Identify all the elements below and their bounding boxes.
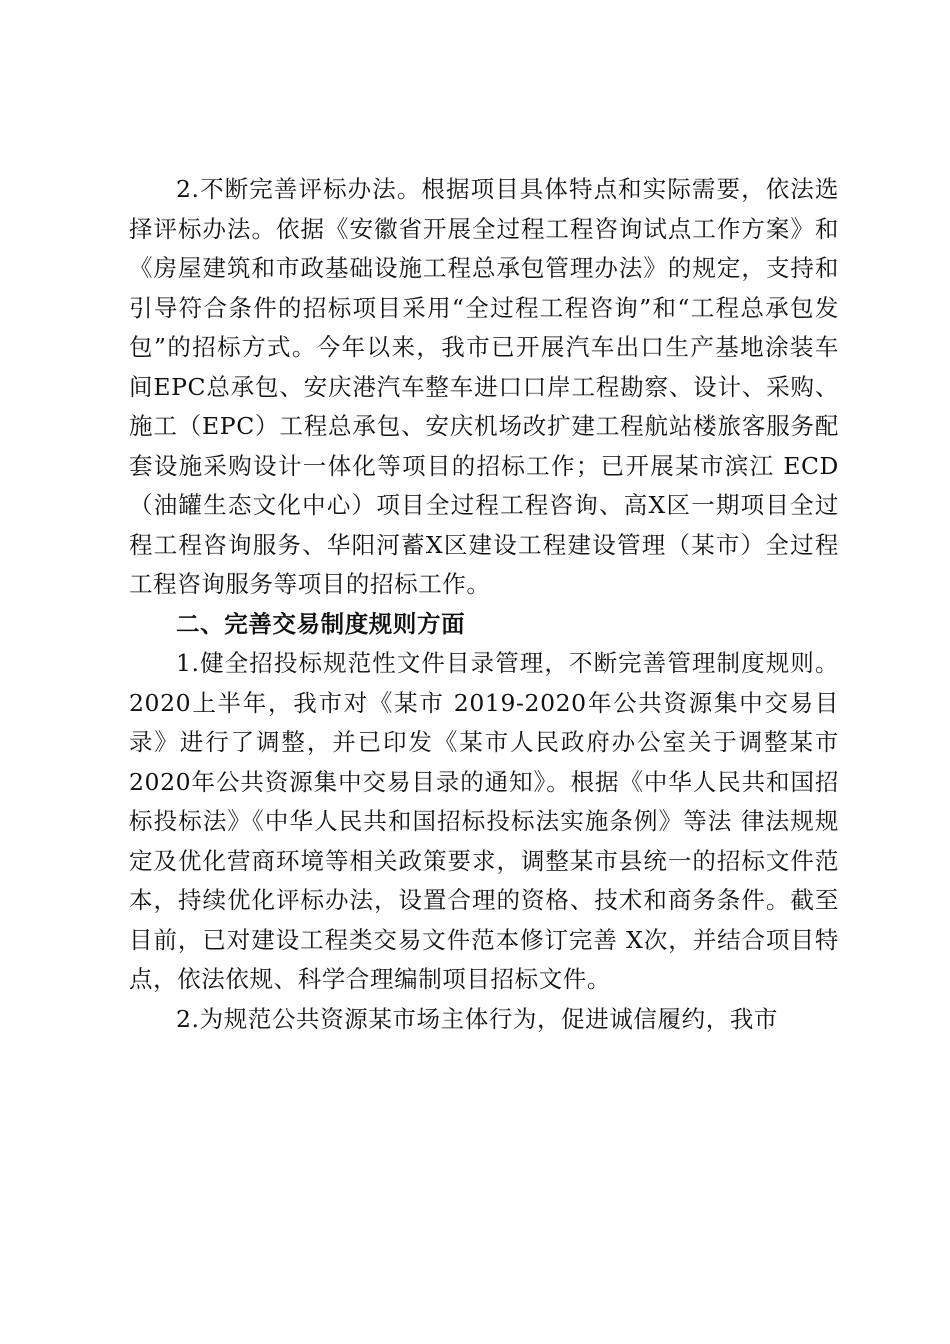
- paragraph-market-behavior: 2.为规范公共资源某市场主体行为，促进诚信履约，我市: [176, 1004, 779, 1033]
- document-body: [129, 170, 839, 1039]
- paragraph-catalog-management: 1.健全招投标规范性文件目录管理，不断完善管理制度规则。2020上半年，我市对《某市 2019-2020年公共资源集中交易目录》进行了调整，并已印发《某市人民政府办公室关于调整某市2020年公共资源集中交易目录的通知》。根据《中华人民共和国招标投标法》《中华人民共和国招标投标法实施条例》等法 律法规规定及优化营商环境等相关政策要求，调整某市县统一的招标文件范本，持续优化评标办法，设置合理的资格、技术和商务条件。截至目前，已对建设工程类交易文件范本修订完善 X次，并结合项目特点，依法依规、科学合理编制项目招标文件。: [129, 649, 839, 993]
- paragraph-evaluation-methods: 2.不断完善评标办法。根据项目具体特点和实际需要，依法选择评标办法。依据《安徽省开展全过程工程咨询试点工作方案》和《房屋建筑和市政基础设施工程总承包管理办法》的规定，支持和引导符合条件的招标项目采用“全过程工程咨询”和“工程总承包发包”的招标方式。今年以来，我市已开展汽车出口生产基地涂装车间EPC总承包、安庆港汽车整车进口口岸工程勘察、设计、采购、施工（EPC）工程总承包、安庆机场改扩建工程航站楼旅客服务配套设施采购设计一体化等项目的招标工作；已开展某市滨江 ECD（油罐生态文化中心）项目全过程工程咨询、高X区一期项目全过程工程咨询服务、华阳河蓄X区建设工程建设管理（某市）全过程工程咨询服务等项目的招标工作。: [129, 175, 839, 598]
- section-heading-trading-rules: 二、完善交易制度规则方面: [176, 609, 466, 638]
